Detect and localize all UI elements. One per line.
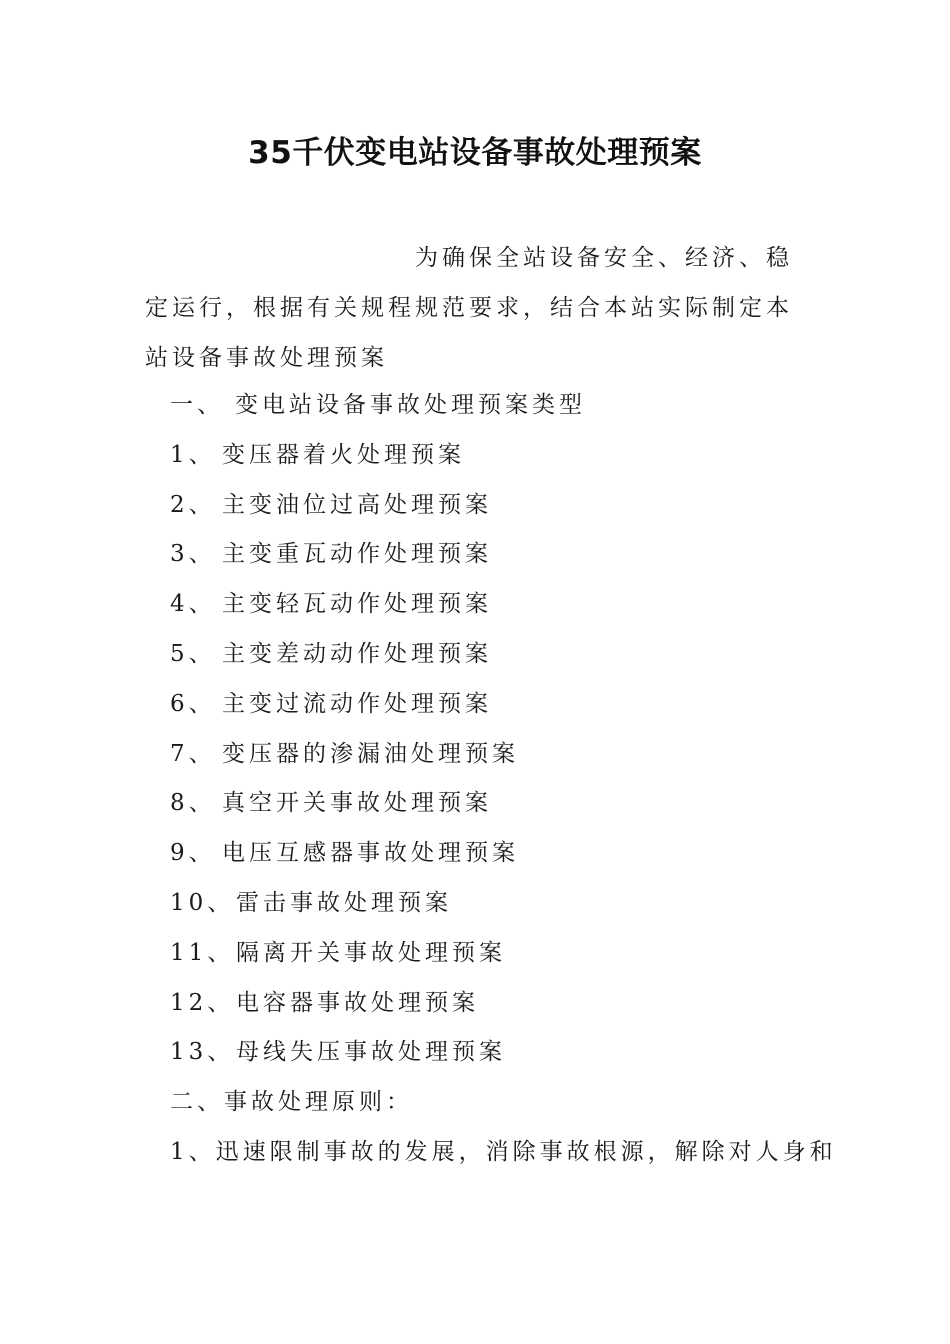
list-item (0, 680, 950, 730)
section-heading-1 (0, 381, 950, 431)
item-number: 11、 (170, 939, 235, 966)
item-number: 10、 (170, 889, 235, 916)
item-text: 隔离开关事故处理预案 (236, 939, 506, 966)
item-text: 雷击事故处理预案 (236, 889, 452, 916)
list-item (0, 979, 950, 1029)
item-number: 12、 (170, 989, 235, 1016)
item-number: 4、 (170, 591, 216, 618)
principle-text: 1、迅速限制事故的发展，消除事故根源，解除对人身和 (170, 1138, 837, 1165)
list-item (0, 530, 950, 580)
item-text: 真空开关事故处理预案 (222, 790, 492, 817)
item-text: 主变差动动作处理预案 (222, 640, 492, 667)
section-heading-text: 变电站设备事故处理预案类型 (235, 392, 586, 418)
item-number: 7、 (170, 740, 216, 767)
list-item (0, 481, 950, 531)
list-item (0, 1028, 950, 1078)
item-number: 2、 (170, 491, 216, 518)
item-number: 3、 (170, 541, 216, 568)
section-number: 一、 (170, 392, 224, 418)
list-item (0, 829, 950, 879)
section-heading-text: 二、事故处理原则： (170, 1089, 413, 1116)
list-item (0, 929, 950, 979)
list-item (0, 879, 950, 929)
item-text: 主变轻瓦动作处理预案 (222, 591, 492, 618)
list-item (0, 580, 950, 630)
section-heading-2 (0, 1078, 950, 1128)
item-number: 5、 (170, 640, 216, 667)
item-text: 变压器着火处理预案 (222, 441, 465, 468)
intro-paragraph: 为确保全站设备安全、经济、稳定运行，根据有关规程规范要求，结合本站实际制定本站设备事故处理预案 (145, 245, 793, 371)
item-text: 主变油位过高处理预案 (222, 491, 492, 518)
list-item (0, 730, 950, 780)
item-number: 13、 (170, 1039, 235, 1066)
item-number: 9、 (170, 840, 216, 867)
item-text: 主变过流动作处理预案 (222, 690, 492, 717)
content-lines (0, 381, 950, 1178)
item-text: 主变重瓦动作处理预案 (222, 541, 492, 568)
item-text: 变压器的渗漏油处理预案 (222, 740, 519, 767)
item-text: 电容器事故处理预案 (236, 989, 479, 1016)
document-title: 35千伏变电站设备事故处理预案 (248, 135, 702, 171)
item-text: 电压互感器事故处理预案 (222, 840, 519, 867)
list-item (0, 630, 950, 680)
item-number: 8、 (170, 790, 216, 817)
list-item (0, 431, 950, 481)
item-text: 母线失压事故处理预案 (236, 1039, 506, 1066)
item-number: 1、 (170, 441, 216, 468)
item-number: 6、 (170, 690, 216, 717)
principle-line (0, 1128, 950, 1178)
list-item (0, 779, 950, 829)
